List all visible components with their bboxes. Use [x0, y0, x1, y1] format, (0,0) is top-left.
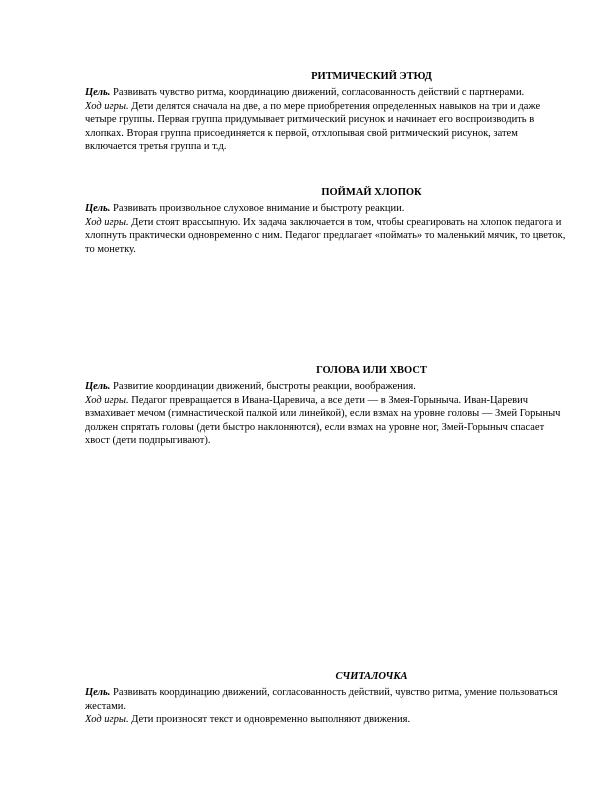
game-progress-label: Ход игры. [85, 100, 129, 112]
game-progress-paragraph [85, 713, 570, 727]
section-title: ГОЛОВА ИЛИ ХВОСТ [316, 365, 427, 376]
goal-paragraph [85, 202, 570, 216]
game-progress-label: Ход игры. [85, 216, 129, 228]
game-progress-paragraph [85, 216, 570, 257]
goal-paragraph [85, 380, 570, 394]
goal-paragraph [85, 686, 570, 713]
goal-text: Развивать чувство ритма, координацию движений, согласованность действий с партнерами. [110, 87, 525, 98]
game-progress-label: Ход игры. [85, 714, 129, 725]
goal-label: Цель. [85, 87, 111, 98]
game-progress-text: Дети стоят врассыпную. Их задача заключается в том, чтобы среагировать на хлопок педагога и хлопнуть практически одновременно с ним. Педагог предлагает «поймать» то маленький мячик, то цветок, то монетку. [85, 216, 566, 255]
game-progress-label: Ход игры. [85, 394, 129, 406]
goal-text: Развитие координации движений, быстроты реакции, воображения. [110, 381, 416, 392]
section-counting-rhyme [85, 670, 570, 727]
goal-text: Развивать координацию движений, согласованность действий, чувство ритма, умение пользоваться жестами. [85, 687, 558, 712]
goal-text: Развивать произвольное слуховое внимание и быстроту реакции. [110, 203, 405, 214]
section-title: ПОЙМАЙ ХЛОПОК [321, 187, 422, 198]
section-catch-clap [85, 186, 570, 256]
game-progress-paragraph [85, 394, 570, 448]
section-rhythmic-etude [85, 70, 570, 154]
section-title: РИТМИЧЕСКИЙ ЭТЮД [311, 71, 432, 82]
goal-paragraph [85, 86, 570, 100]
section-title: СЧИТАЛОЧКА [335, 671, 408, 682]
game-progress-paragraph [85, 100, 570, 154]
game-progress-text: Педагог превращается в Ивана-Царевича, а все дети — в Змея-Горыныча. Иван-Царевич взмахивает мечом (гимнастической палкой или линейкой), если взмах на уровне головы — Змей Горыныч должен спрятать головы (дети быстро наклоняются), если взмах на уровне ног, Змей-Горыныч спасает хвост (дети подпрыгивают). [85, 394, 561, 446]
goal-label: Цель. [85, 381, 111, 392]
section-head-or-tail [85, 364, 570, 448]
goal-label: Цель. [85, 687, 111, 698]
game-progress-text: Дети делятся сначала на две, а по мере приобретения определенных навыков на три и даже четыре группы. Первая группа придумывает ритмический рисунок и начинает его воспроизводить в хлопках. Вторая группа присоединяется к первой, отхлопывая свой ритмический рисунок, затем включается третья группа и т.д. [85, 100, 541, 152]
game-progress-text: Дети произносят текст и одновременно выполняют движения. [128, 714, 411, 725]
goal-label: Цель. [85, 203, 111, 214]
